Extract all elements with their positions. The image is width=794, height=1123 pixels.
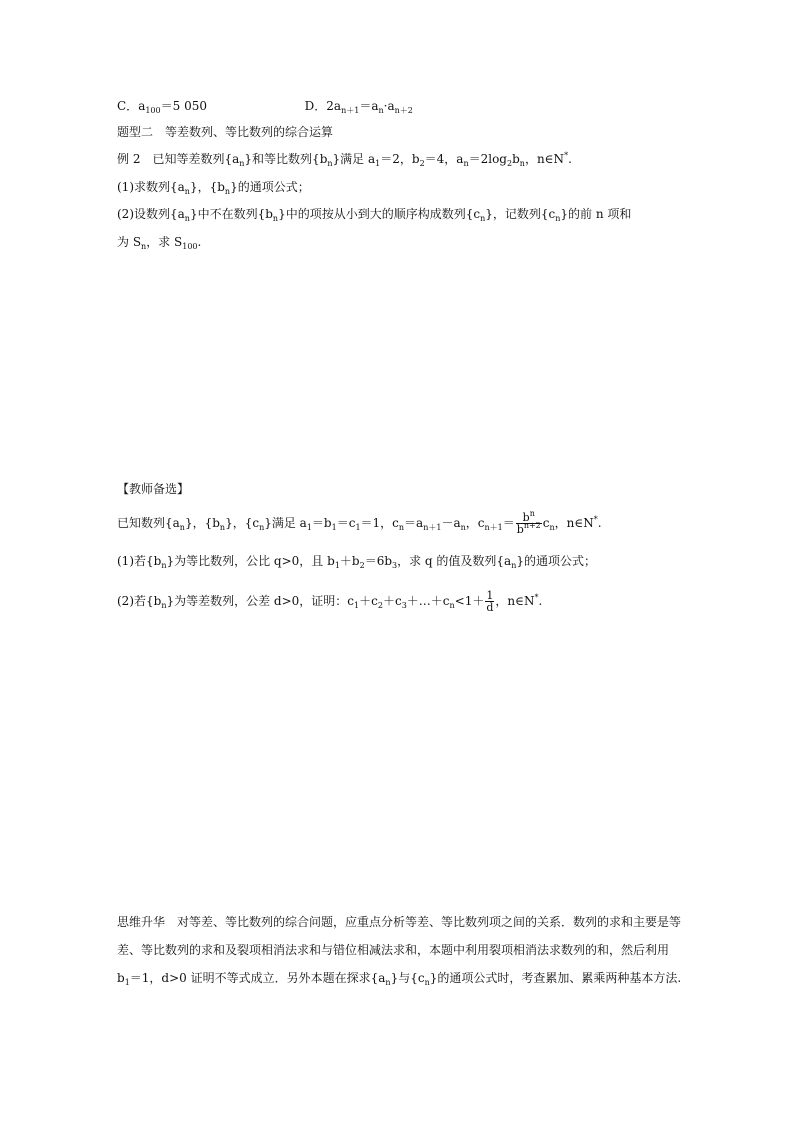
summary-label: 思维升华 [117, 915, 166, 929]
ex-text: }和等比数列{b [244, 152, 328, 166]
t-sub: n＋1 [423, 523, 442, 532]
t-text: ＝a [404, 516, 424, 530]
q2-text: 为 S [117, 235, 142, 249]
ex-sub: 2 [419, 159, 425, 168]
t-text: }，{b [184, 516, 220, 530]
q1-text: }的通项公式； [230, 180, 310, 194]
tq1-sub: 2 [359, 561, 365, 570]
tq2-text: ＋c [359, 594, 378, 608]
tq2-sub: 2 [377, 601, 383, 610]
t-sub: n [549, 523, 555, 532]
tq1-text: ＝6b [364, 554, 393, 568]
q2-text: (2)设数列{a [117, 207, 185, 221]
option-d-sub1: n [378, 106, 384, 115]
tq2-sub: 1 [354, 601, 360, 610]
tq1-text: ，求 q 的值及数列{a [397, 554, 512, 568]
tq1-text: ＋b [339, 554, 360, 568]
tq2-text: }为等差数列，公差 d>0，证明：c [166, 594, 355, 608]
q2-sub: n [272, 214, 279, 223]
q2-sub: n [555, 214, 561, 223]
t-text: －a [441, 516, 461, 530]
q2-text: . [197, 235, 202, 249]
option-c-lhs: a [138, 99, 146, 113]
example2-q2-line1 [117, 206, 631, 222]
summary-sub: n [385, 978, 391, 987]
ex-sub: n [519, 159, 525, 168]
summary-text: }的通项公式时，考查累加、累乘两种基本方法. [429, 971, 682, 985]
frac-num: b [522, 511, 530, 524]
t-sub: n [259, 523, 265, 532]
q2-text: }，记数列{c [485, 207, 556, 221]
ex-text: ＝2log [468, 152, 507, 166]
tq2-text: ＋…＋c [406, 594, 450, 608]
q2-text: }的前 n 项和 [560, 207, 632, 221]
q1-text: }，{b [189, 180, 225, 194]
teacher-section-title: 【教师备选】 [117, 482, 190, 496]
option-d [305, 99, 413, 113]
option-c-sub: 100 [145, 106, 161, 115]
tq1-sub: 3 [392, 561, 398, 570]
tq1-sub: n [511, 561, 517, 570]
t-sub: 1 [306, 523, 312, 532]
q2-sub: 100 [182, 242, 198, 251]
q1-sub: n [184, 187, 190, 196]
fraction-numerator: 1 [486, 589, 494, 602]
frac-den: b [516, 523, 524, 536]
summary-text: ＝1，d>0 证明不等式成立．另外本题在探求{a [129, 971, 386, 985]
example-label: 例 2 [117, 152, 141, 166]
t-sup: * [593, 515, 598, 524]
tq1-text: (1)若{b [117, 554, 162, 568]
t-text: ，c [465, 516, 485, 530]
tq2-text: . [538, 594, 543, 608]
ex-sub: n [327, 159, 333, 168]
tq2-text: ，n∈N [495, 594, 535, 608]
tq2-text: ＋c [382, 594, 402, 608]
fraction-one-over-d [485, 590, 494, 613]
tq1-text: }为等比数列，公比 q>0，且 b [166, 554, 335, 568]
fraction [516, 509, 542, 536]
option-c-label: C． [117, 99, 139, 113]
t-sub: n＋1 [484, 523, 503, 532]
q2-text: ，求 S [146, 235, 183, 249]
option-d-eq: ＝a [359, 99, 379, 113]
frac-num-sup: n [529, 509, 535, 518]
option-d-sub: n＋1 [341, 106, 360, 115]
t-text: c [542, 516, 550, 530]
section-title: 题型二 等差数列、等比数列的综合运算 [117, 125, 334, 139]
example2-statement [117, 151, 572, 167]
option-c-rhs: ＝5 050 [160, 99, 207, 113]
options-line [117, 98, 413, 114]
fraction-denominator: d [486, 601, 494, 614]
example2-q1 [117, 179, 310, 195]
t-sub: 1 [355, 523, 361, 532]
q2-text: }中的项按从小到大的顺序构成数列{c [278, 207, 481, 221]
ex-sub: 2 [507, 159, 513, 168]
q1-sub: n [224, 187, 231, 196]
q2-sub: n [184, 214, 190, 223]
option-d-sub2: n＋2 [394, 106, 413, 115]
tq2-sub: n [449, 601, 455, 610]
summary-sub: 1 [124, 978, 130, 987]
ex-sub: 1 [375, 159, 381, 168]
ex-text: . [568, 152, 572, 166]
option-d-lhs: 2a [326, 99, 342, 113]
tq1-sub: 1 [334, 561, 340, 570]
q2-text: }中不在数列{b [189, 207, 273, 221]
t-sub: n [460, 523, 466, 532]
teacher-q2 [117, 590, 542, 613]
t-sub: 1 [331, 523, 337, 532]
q1-text: (1)求数列{a [117, 180, 185, 194]
ex-text: 已知等差数列{a [152, 152, 240, 166]
summary-text: }与{c [390, 971, 425, 985]
tq2-sub: n [161, 601, 167, 610]
ex-text: b [512, 152, 520, 166]
t-text: ＝b [311, 516, 332, 530]
tq1-sub: n [161, 561, 167, 570]
teacher-q1 [117, 553, 596, 569]
fraction-denominator [516, 521, 542, 536]
frac-den-sup: n+2 [523, 521, 541, 530]
tq2-text: (2)若{b [117, 594, 162, 608]
tq2-sub: 3 [401, 601, 407, 610]
example2-q2-line2 [117, 234, 201, 250]
q2-sub: n [480, 214, 486, 223]
t-text: }满足 a [264, 516, 307, 530]
ex-text: ＝4，a [424, 152, 464, 166]
teacher-statement [117, 509, 602, 536]
ex-text: }满足 a [332, 152, 376, 166]
t-sub: n [179, 523, 185, 532]
ex-sup: * [564, 151, 569, 160]
option-d-dot: ·a [383, 99, 395, 113]
summary-text: 对等差、等比数列的综合问题，应重点分析等差、等比数列项之间的关系．数列的求和主要是等差、等比数列的求和及裂项相消法求和与错位相减法求和，本题中利用裂项相消法求数列的和，然后利用 b [117, 915, 682, 985]
tq2-text: <1＋ [454, 594, 485, 608]
t-text: ＝ [502, 516, 515, 530]
t-sub: n [219, 523, 226, 532]
q2-sub: n [141, 242, 147, 251]
t-sub: n [398, 523, 405, 532]
option-c [117, 99, 207, 113]
t-text: 已知数列{a [117, 516, 180, 530]
ex-text: ＝2，b [380, 152, 420, 166]
ex-sub: n [239, 159, 245, 168]
t-text: }，{c [225, 516, 260, 530]
ex-text: ，n∈N [524, 152, 565, 166]
option-d-label: D． [304, 99, 327, 113]
tq2-sup: * [534, 593, 539, 602]
t-text: . [597, 516, 602, 530]
summary-paragraph [117, 908, 682, 992]
t-text: ＝c [336, 516, 356, 530]
t-text: ，n∈N [554, 516, 594, 530]
ex-sub: n [463, 159, 469, 168]
tq1-text: }的通项公式； [516, 554, 597, 568]
summary-sub: n [424, 978, 430, 987]
t-text: ＝1，c [360, 516, 399, 530]
